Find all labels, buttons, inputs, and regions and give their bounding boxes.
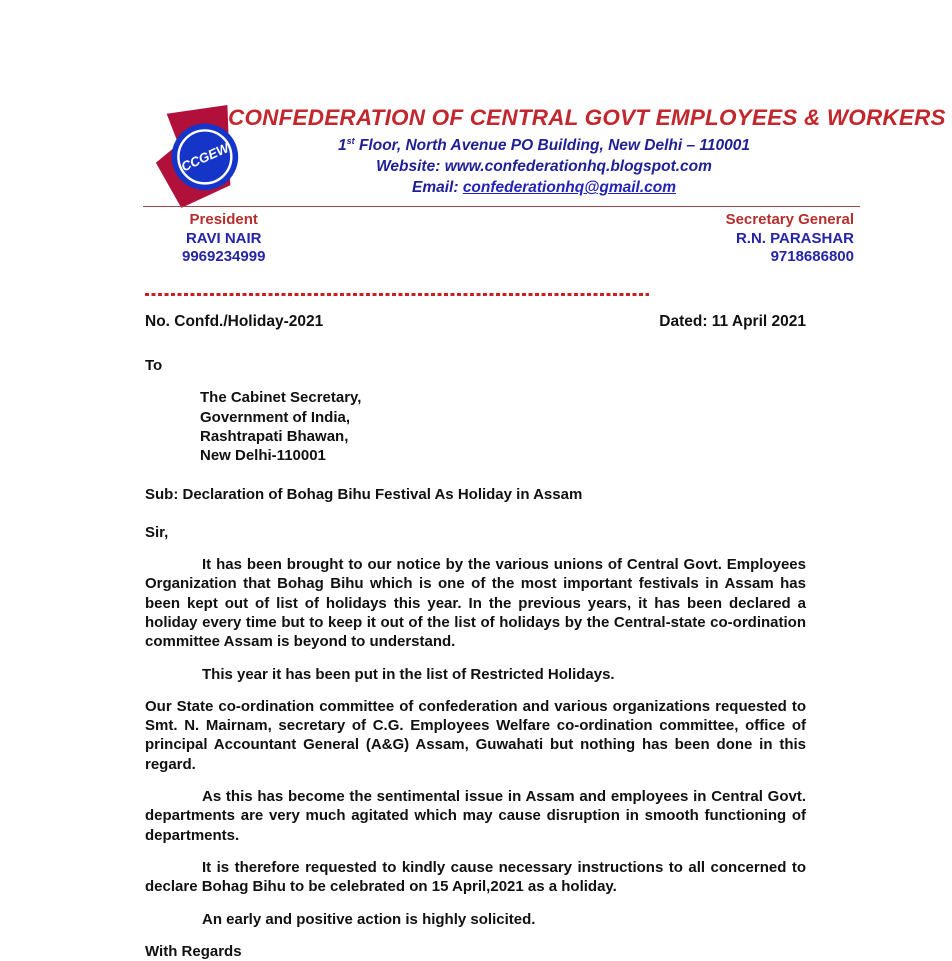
recipient-line: New Delhi-110001 — [200, 447, 326, 465]
letterhead — [228, 104, 946, 198]
logo-text: CCGEW — [178, 140, 232, 175]
secretary-general-phone: 9718686800 — [770, 248, 854, 265]
header-divider — [143, 206, 860, 207]
closing-regards: With Regards — [145, 942, 242, 960]
address-number: 1 — [338, 137, 347, 155]
subject-line: Sub: Declaration of Bohag Bihu Festival As Holiday in Assam — [145, 486, 583, 504]
president-phone: 9969234999 — [182, 248, 266, 265]
email-label: Email: — [411, 179, 463, 197]
org-website-line — [228, 156, 860, 177]
paragraph-1: It has been brought to our notice by the various unions of Central Govt. Employees Organization that Bohag Bihu which is one of the most important festivals in Assam has been kept out of list of holidays this year. In the previous years, it has been declared a holiday every time but to keep it out of the list of holidays by the Central-state co-ordination committee Assam is beyond to understand. — [145, 556, 806, 651]
org-name: CONFEDERATION OF CENTRAL GOVT EMPLOYEES & WORKERS — [228, 105, 946, 130]
paragraph-5: It is therefore requested to kindly cause necessary instructions to all concerned to declare Bohag Bihu to be celebrated on 15 April,2021 as a holiday. — [145, 858, 806, 896]
dashed-divider — [145, 293, 649, 296]
recipient-line: Government of India, — [200, 408, 351, 426]
president-title: President — [189, 211, 258, 228]
reference-number: No. Confd./Holiday-2021 — [145, 313, 324, 330]
website-label: Website: — [376, 158, 445, 176]
website-url: www.confederationhq.blogspot.com — [444, 158, 712, 176]
reference-date: Dated: 11 April 2021 — [659, 313, 806, 330]
president-name: RAVI NAIR — [185, 229, 262, 247]
address-rest: Floor, North Avenue PO Building, New Delhi – 110001 — [354, 137, 750, 155]
address-ordinal: st — [346, 136, 355, 146]
recipient-address — [200, 388, 806, 465]
secretary-general-name: R.N. PARASHAR — [735, 229, 854, 247]
paragraph-4: As this has become the sentimental issue in Assam and employees in Central Govt. departments are very much agitated which may cause disruption in smooth functioning of departments. — [145, 788, 806, 844]
to-label: To — [145, 357, 163, 374]
salutation: Sir, — [145, 523, 169, 541]
reference-row — [145, 313, 806, 331]
officials-row — [146, 211, 860, 267]
paragraph-6: An early and positive action is highly solicited. — [202, 910, 536, 928]
secretary-general-title: Secretary General — [725, 211, 854, 228]
paragraph-3: Our State co-ordination committee of confederation and various organizations requested to Smt. N. Mairnam, secretary of C.G. Employees Welfare co-ordination committee, office of principal Accountant General (A&G) Assam, Guwahati but nothing has been done in this regard. — [145, 697, 806, 773]
letter-body — [145, 350, 806, 961]
secretary-general-block — [726, 211, 854, 267]
org-email-line — [228, 177, 860, 198]
email-link[interactable]: confederationhq@gmail.com — [462, 179, 677, 197]
recipient-line: Rashtrapati Bhawan, — [200, 427, 349, 445]
recipient-line: The Cabinet Secretary, — [200, 389, 362, 407]
president-block — [182, 211, 265, 267]
org-address — [228, 131, 860, 156]
paragraph-2: This year it has been put in the list of Restricted Holidays. — [202, 665, 615, 683]
